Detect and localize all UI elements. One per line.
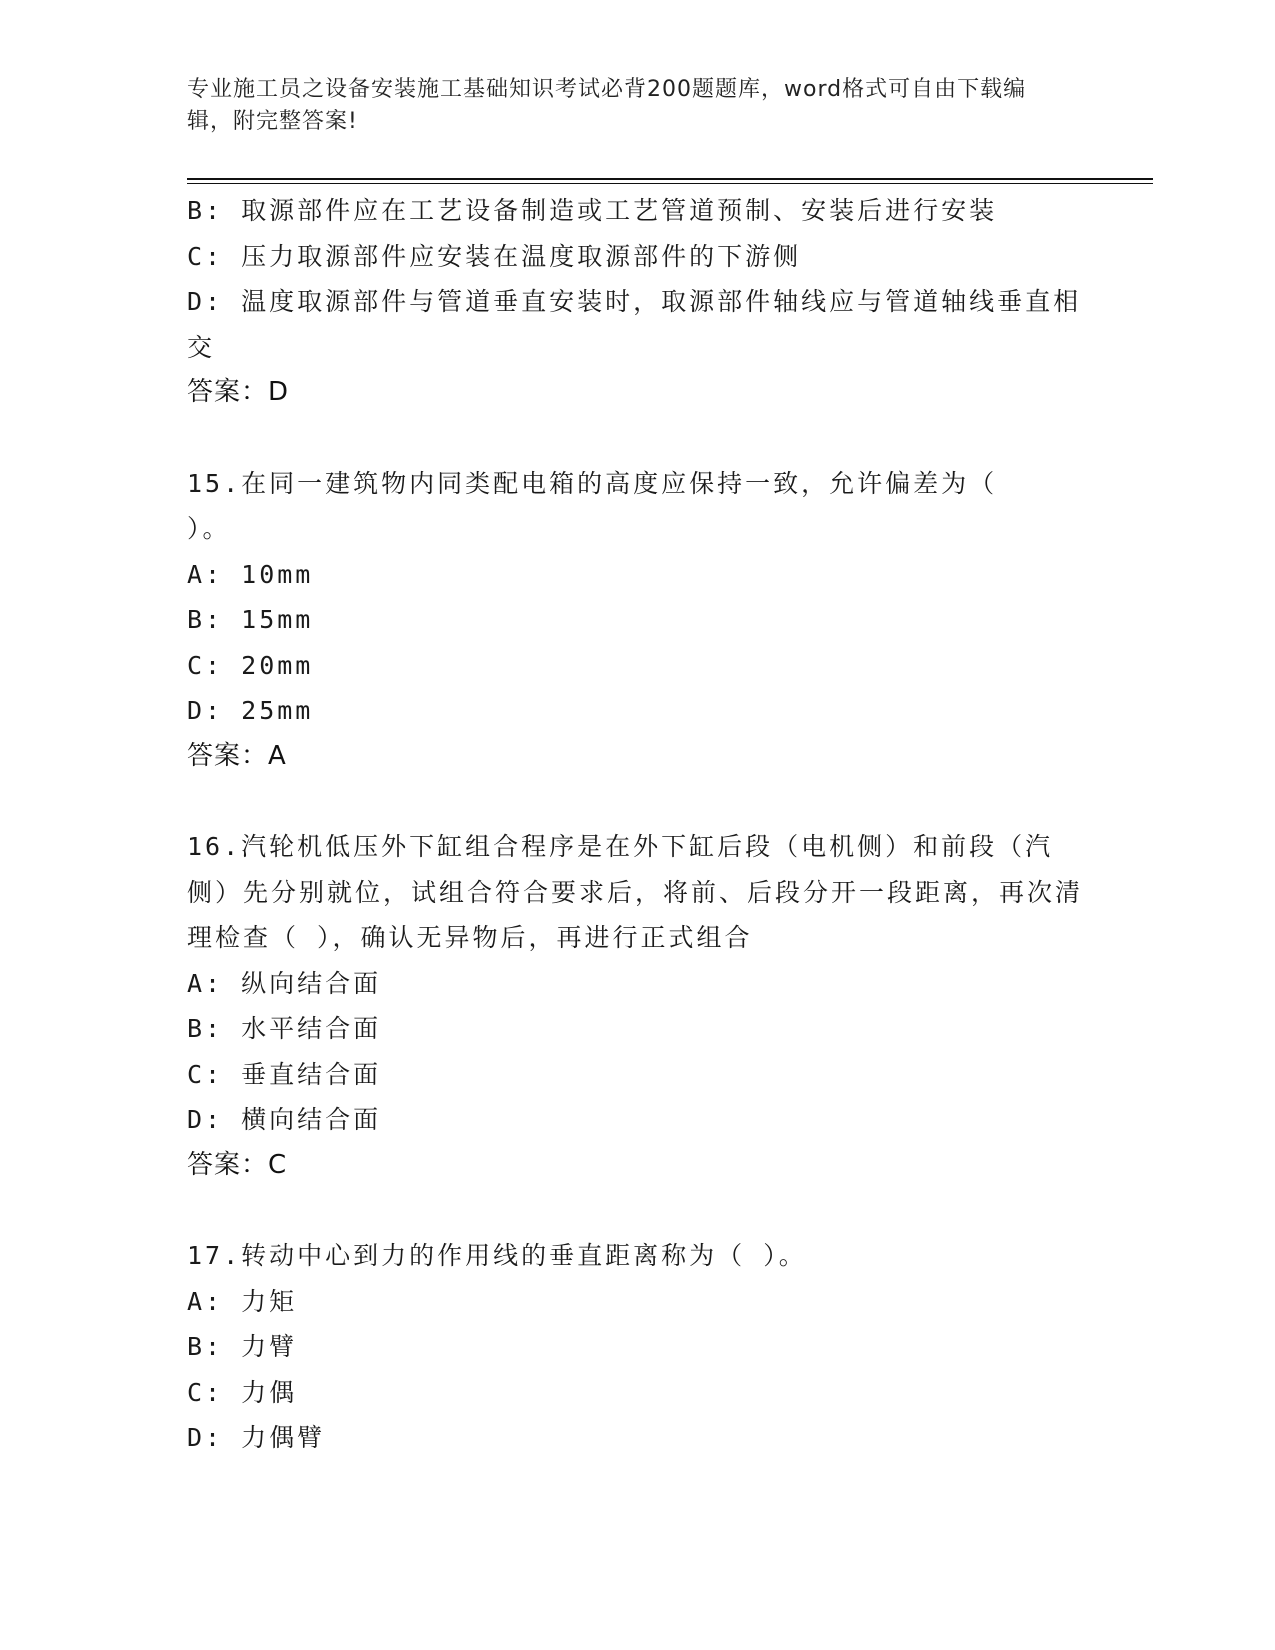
q16-option-c: C: 垂直结合面 <box>187 1059 382 1089</box>
q16-option-a: A: 纵向结合面 <box>187 968 382 998</box>
q17-option-d: D: 力偶臂 <box>187 1423 326 1452</box>
spacer <box>187 1188 1087 1233</box>
q16-option-b: B: 水平结合面 <box>187 1014 382 1043</box>
q17-option-a: A: 力矩 <box>187 1286 298 1316</box>
q17-option-b: B: 力臂 <box>187 1332 298 1361</box>
q16-answer: 答案：C <box>187 1149 288 1180</box>
q14-option-c: C: 压力取源部件应安装在温度取源部件的下游侧 <box>187 241 802 271</box>
spacer <box>187 416 1087 461</box>
q15-stem: 15.在同一建筑物内同类配电箱的高度应保持一致，允许偏差为（ ）。 <box>187 468 998 543</box>
q17-option-c: C: 力偶 <box>187 1377 298 1407</box>
q14-option-b: B: 取源部件应在工艺设备制造或工艺管道预制、安装后进行安装 <box>187 196 998 225</box>
q16-option-d: D: 横向结合面 <box>187 1105 382 1134</box>
q15-answer: 答案：A <box>187 740 287 771</box>
document-header: 专业施工员之设备安装施工基础知识考试必背200题题库，word格式可自由下载编辑，附完整答案! <box>187 77 1027 134</box>
q14-option-d: D: 温度取源部件与管道垂直安装时，取源部件轴线应与管道轴线垂直相交 <box>187 287 1082 362</box>
q15-option-d: D: 25mm <box>187 696 314 725</box>
header-rule-thick <box>187 178 1153 180</box>
spacer <box>187 779 1087 824</box>
q17-stem: 17.转动中心到力的作用线的垂直距离称为（ ）。 <box>187 1241 807 1270</box>
q15-option-a: A: 10mm <box>187 559 314 589</box>
q14-answer: 答案：D <box>187 377 290 407</box>
q15-option-c: C: 20mm <box>187 650 314 680</box>
q15-option-b: B: 15mm <box>187 605 314 634</box>
question-content <box>187 188 1087 1461</box>
header-rule-thin <box>187 183 1153 184</box>
q16-stem: 16.汽轮机低压外下缸组合程序是在外下缸后段（电机侧）和前段（汽侧）先分别就位，试组合符合要求后，将前、后段分开一段距离，再次清理检查（ ），确认无异物后，再进行正式组合 <box>187 832 1084 952</box>
